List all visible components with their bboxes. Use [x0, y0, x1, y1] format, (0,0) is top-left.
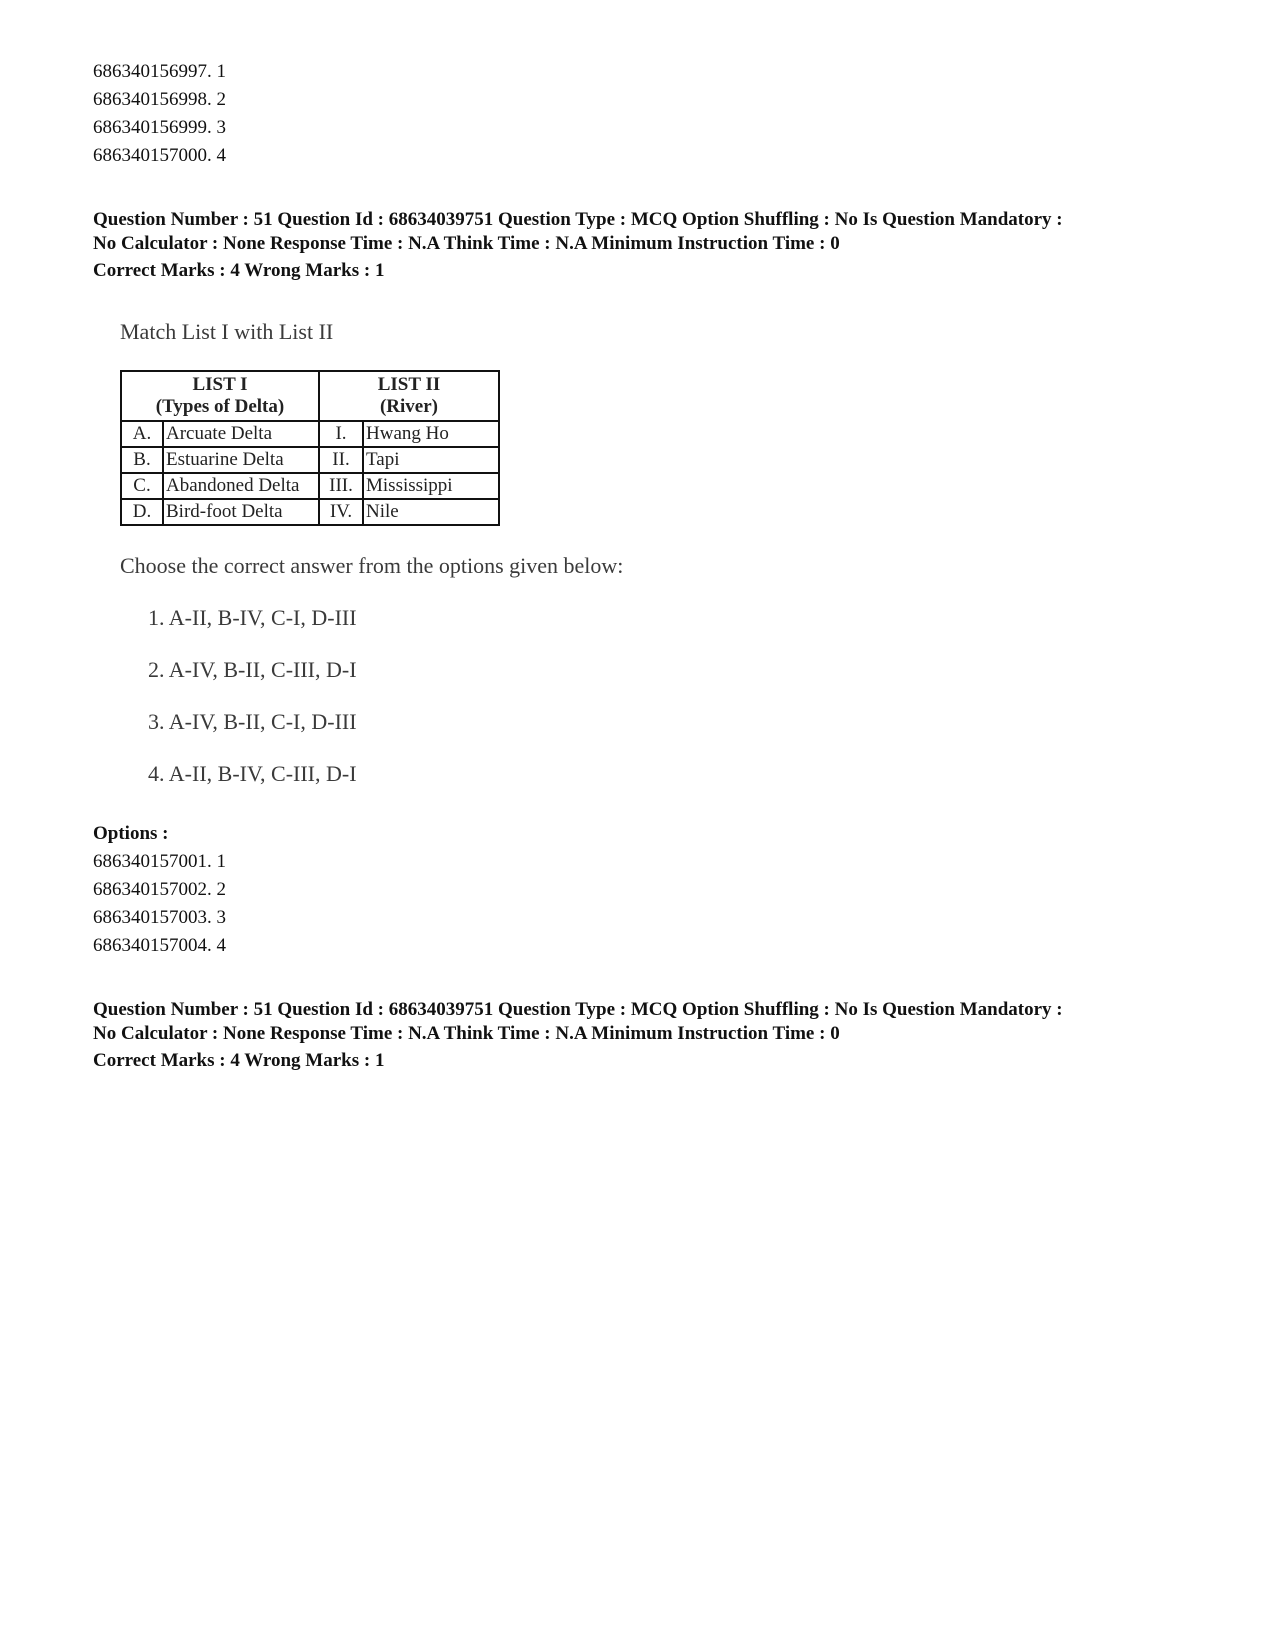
list2-value: Nile — [363, 499, 499, 525]
prev-option-4: 686340157000. 4 — [93, 145, 226, 166]
answer-choice-2: 2. A-IV, B-II, C-III, D-I — [148, 657, 357, 682]
list1-title: LIST I — [192, 374, 248, 395]
list1-key: B. — [121, 447, 163, 473]
next-question-meta — [93, 998, 1203, 1046]
question-meta-line-1: Question Number : 51 Question Id : 68634039751 Question Type : MCQ Option Shuffling : No Is Question Mandatory : — [93, 209, 1063, 230]
list1-key: D. — [121, 499, 163, 525]
table-row — [121, 499, 499, 525]
list1-key: C. — [121, 473, 163, 499]
prev-option-2: 686340156998. 2 — [93, 89, 226, 110]
choose-instruction: Choose the correct answer from the options given below: — [120, 553, 624, 578]
list1-subtitle: (Types of Delta) — [155, 396, 285, 417]
next-question-meta-line-1: Question Number : 51 Question Id : 68634039751 Question Type : MCQ Option Shuffling : No Is Question Mandatory : — [93, 999, 1063, 1020]
next-question-marks: Correct Marks : 4 Wrong Marks : 1 — [93, 1050, 385, 1071]
list2-value: Hwang Ho — [363, 421, 499, 447]
option-1: 686340157001. 1 — [93, 851, 226, 872]
list2-subtitle: (River) — [379, 396, 439, 417]
list1-key: A. — [121, 421, 163, 447]
option-2: 686340157002. 2 — [93, 879, 226, 900]
next-question-meta-line-2: No Calculator : None Response Time : N.A Think Time : N.A Minimum Instruction Time : 0 — [93, 1023, 840, 1044]
options-label: Options : — [93, 823, 169, 844]
list2-key: IV. — [319, 499, 363, 525]
list1-header — [121, 371, 319, 421]
answer-choice-4: 4. A-II, B-IV, C-III, D-I — [148, 761, 357, 786]
match-table — [120, 370, 500, 526]
match-table-header — [121, 371, 499, 421]
question-meta-line-2: No Calculator : None Response Time : N.A Think Time : N.A Minimum Instruction Time : 0 — [93, 233, 840, 254]
prev-option-1: 686340156997. 1 — [93, 61, 226, 82]
list2-value: Mississippi — [363, 473, 499, 499]
question-intro: Match List I with List II — [120, 319, 334, 344]
answer-choice-3: 3. A-IV, B-II, C-I, D-III — [148, 709, 357, 734]
option-4: 686340157004. 4 — [93, 935, 226, 956]
list2-key: III. — [319, 473, 363, 499]
question-marks: Correct Marks : 4 Wrong Marks : 1 — [93, 260, 385, 281]
table-row — [121, 473, 499, 499]
list2-key: II. — [319, 447, 363, 473]
list1-value: Abandoned Delta — [163, 473, 319, 499]
table-row — [121, 447, 499, 473]
list2-title: LIST II — [377, 374, 441, 395]
option-3: 686340157003. 3 — [93, 907, 226, 928]
table-row — [121, 421, 499, 447]
list1-value: Bird-foot Delta — [163, 499, 319, 525]
list2-key: I. — [319, 421, 363, 447]
list1-value: Estuarine Delta — [163, 447, 319, 473]
list2-header — [319, 371, 499, 421]
prev-option-3: 686340156999. 3 — [93, 117, 226, 138]
answer-choice-1: 1. A-II, B-IV, C-I, D-III — [148, 605, 357, 630]
list2-value: Tapi — [363, 447, 499, 473]
question-meta — [93, 208, 1203, 256]
list1-value: Arcuate Delta — [163, 421, 319, 447]
